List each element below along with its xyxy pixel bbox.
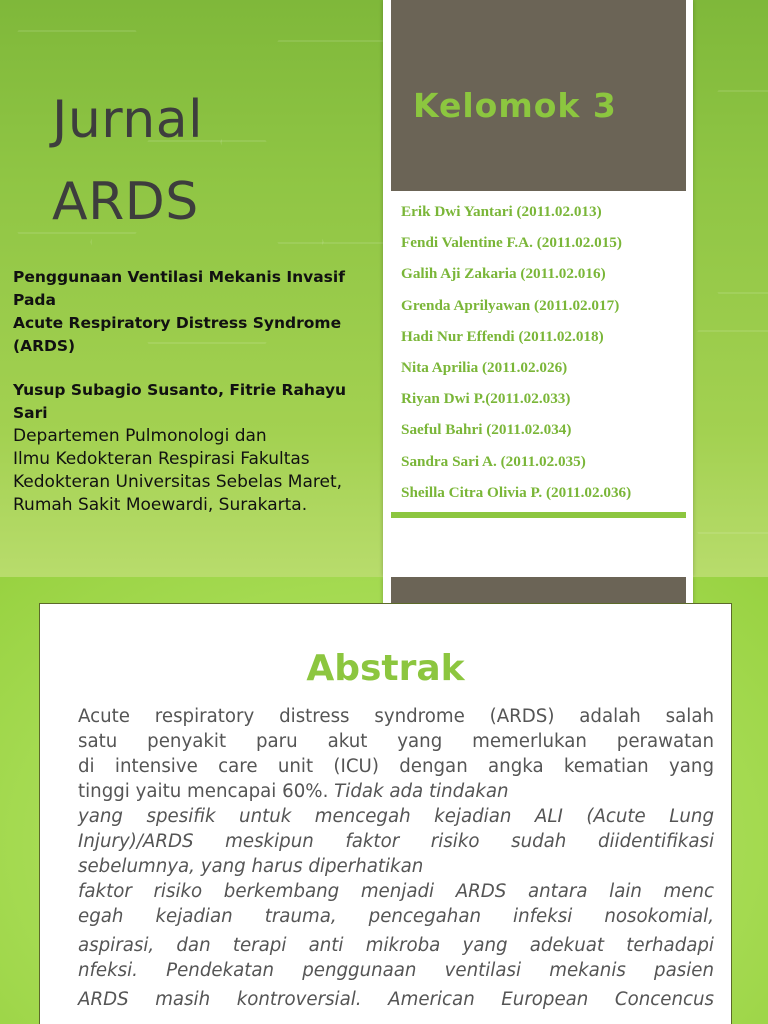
abstract-card xyxy=(39,603,732,1024)
affiliation-line: Departemen Pulmonologi dan xyxy=(13,426,267,446)
paper-title-line: Acute Respiratory Distress Syndrome xyxy=(13,314,342,332)
slide-title-line-2: ARDS xyxy=(52,172,199,232)
member-item: Riyan Dwi P.(2011.02.033) xyxy=(401,390,571,408)
member-item: Galih Aji Zakaria (2011.02.016) xyxy=(401,265,606,283)
group-header-box xyxy=(391,0,686,191)
affiliation-line: Ilmu Kedokteran Respirasi Fakultas xyxy=(13,449,310,469)
abstract-line: ARDS masih kontroversial. American European Concencus xyxy=(78,989,714,1010)
member-item: Hadi Nur Effendi (2011.02.018) xyxy=(401,327,604,345)
abstract-line: Injury)/ARDS meskipun faktor risiko sudah diidentifikasi xyxy=(78,831,714,852)
member-item: Sandra Sari A. (2011.02.035) xyxy=(401,452,586,470)
paper-info xyxy=(13,266,373,517)
abstract-line: satu penyakit paru akut yang memerlukan perawatan xyxy=(78,731,714,752)
accent-bar xyxy=(391,512,686,518)
affiliation-line: Kedokteran Universitas Sebelas Maret, xyxy=(13,472,343,492)
abstract-fragment-italic: Tidak ada tindakan xyxy=(334,781,509,802)
abstract-line: yang spesifik untuk mencegah kejadian ALI (Acute Lung xyxy=(78,806,714,827)
member-item: Fendi Valentine F.A. (2011.02.015) xyxy=(401,234,622,252)
paper-title-line: Pada xyxy=(13,291,56,309)
abstract-line: aspirasi, dan terapi anti mikroba yang adekuat terhadapi xyxy=(78,935,714,956)
abstract-heading: Abstrak xyxy=(306,648,465,689)
slide-abstract xyxy=(0,577,768,1024)
spacer xyxy=(13,358,373,379)
member-item: Nita Aprilia (2011.02.026) xyxy=(401,358,568,376)
paper-title-line: Penggunaan Ventilasi Mekanis Invasif xyxy=(13,268,345,286)
author-line: Sari xyxy=(13,404,48,422)
affiliation-line: Rumah Sakit Moewardi, Surakarta. xyxy=(13,495,308,515)
abstract-line: di intensive care unit (ICU) dengan angka kematian yang xyxy=(78,756,714,777)
group-label: Kelomok 3 xyxy=(413,86,617,125)
paper-title-line: (ARDS) xyxy=(13,337,76,355)
member-item: Sheilla Citra Olivia P. (2011.02.036) xyxy=(401,483,632,501)
member-item: Saeful Bahri (2011.02.034) xyxy=(401,421,572,439)
group-panel xyxy=(383,0,693,577)
abstract-line: sebelumnya, yang harus diperhatikan xyxy=(78,856,424,877)
abstract-line xyxy=(78,779,714,804)
member-item: Erik Dwi Yantari (2011.02.013) xyxy=(401,203,602,220)
abstract-line: faktor risiko berkembang menjadi ARDS antara lain menc xyxy=(78,881,714,902)
abstract-fragment: tinggi yaitu mencapai 60%. xyxy=(78,781,329,802)
abstract-line: Acute respiratory distress syndrome (ARDS) adalah salah xyxy=(78,706,714,727)
member-list xyxy=(391,196,686,518)
member-item: Grenda Aprilyawan (2011.02.017) xyxy=(401,296,620,314)
slide-title-line-1: Jurnal xyxy=(52,90,204,150)
abstract-line: egah kejadian trauma, pencegahan infeksi nosokomial, xyxy=(78,906,714,927)
abstract-text xyxy=(78,704,714,1012)
author-line: Yusup Subagio Susanto, Fitrie Rahayu xyxy=(13,381,347,399)
abstract-line: nfeksi. Pendekatan penggunaan ventilasi mekanis pasien xyxy=(78,960,714,981)
